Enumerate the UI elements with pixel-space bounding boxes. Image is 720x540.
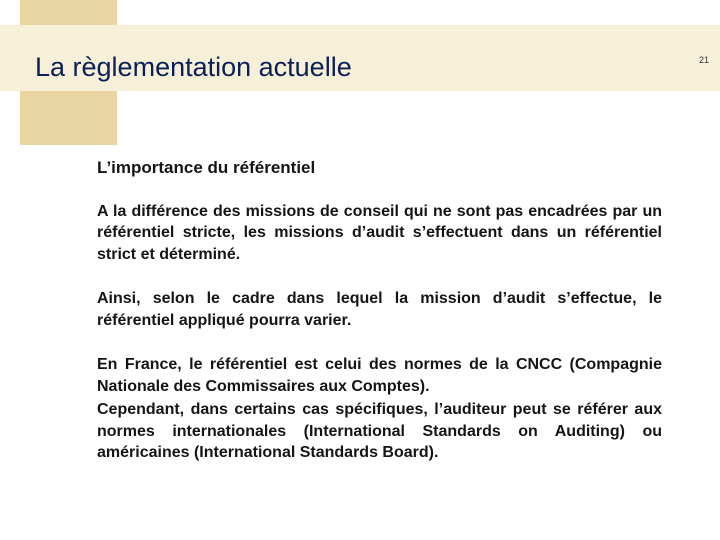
slide-title: La règlementation actuelle: [35, 52, 352, 82]
paragraph-international: Cependant, dans certains cas spécifiques, l’auditeur peut se référer aux normes internationales (International Standards on Auditing) ou américaines (International Standards Board).: [97, 401, 662, 461]
section-subtitle: L’importance du référentiel: [97, 158, 316, 177]
paragraph-cadre: Ainsi, selon le cadre dans lequel la mission d’audit s’effectue, le référentiel appliqué pourra varier.: [97, 290, 662, 329]
paragraph-france: En France, le référentiel est celui des normes de la CNCC (Compagnie Nationale des Commissaires aux Comptes).: [97, 356, 662, 395]
slide-body: [97, 157, 662, 487]
page-number: 21: [698, 55, 709, 65]
paragraph-difference: A la différence des missions de conseil qui ne sont pas encadrées par un référentiel stricte, les missions d’audit s’effectuent dans un référentiel strict et déterminé.: [97, 202, 662, 263]
